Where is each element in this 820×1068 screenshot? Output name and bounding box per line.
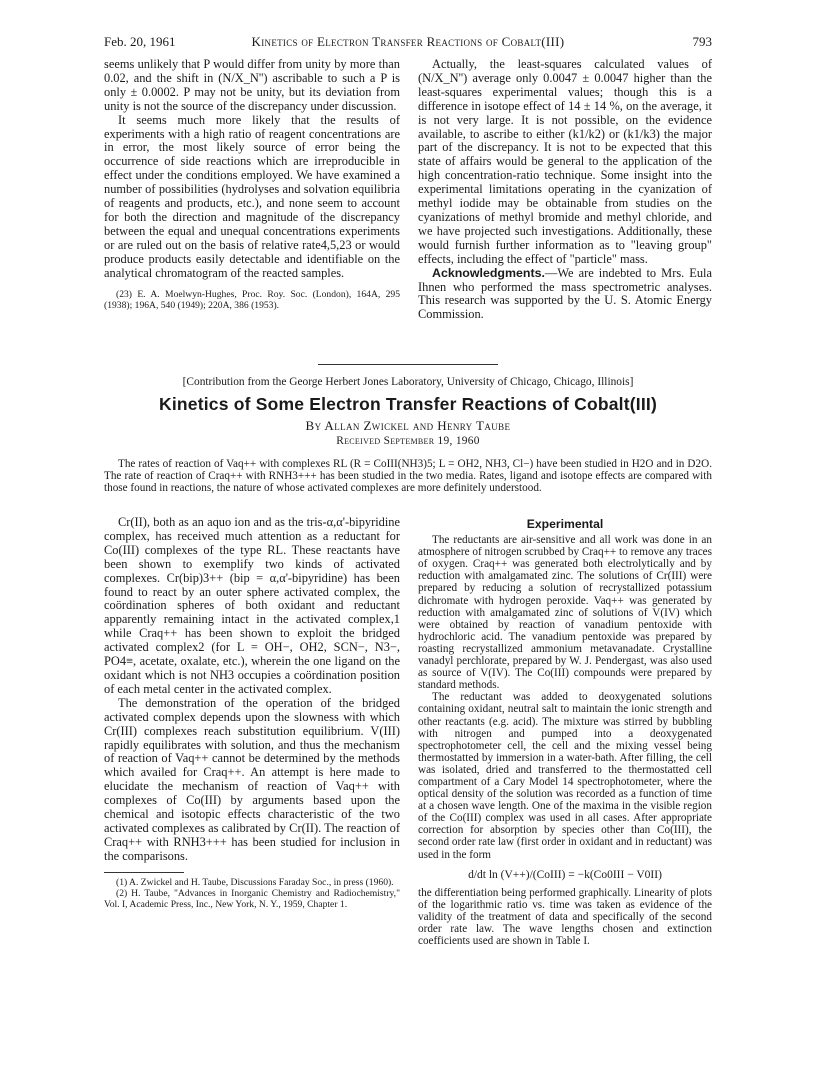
paragraph: seems unlikely that P would differ from unity by more than 0.02, and the shift in (N/X_N'') ascribable to such a P is only ± 0.0002. P may not be unity, but its deviation from unity is not the source of the discrepancy under discussion. <box>104 57 400 113</box>
header-running-title: Kinetics of Electron Transfer Reactions of Cobalt(III) <box>251 34 565 49</box>
contribution-line: [Contribution from the George Herbert Jones Laboratory, University of Chicago, Chicago, Illinois] <box>182 376 634 388</box>
running-header <box>104 34 712 50</box>
paragraph: Actually, the least-squares calculated values of (N/X_N'') average only 0.0047 ± 0.0047 higher than the least-squares experimental values; though this is a difference in isotope effect of 14 ± 14 %, on the average, it is not very large. It is not possible, on the evidence available, to ascribe to either (k1/k2) or (k1/k3) the major part of the discrepancy. It is not to be expected that this state of affairs would be general to the application of the high concentration-ratio technique. Some insight into the experimental limitations operating in the cyanization of methyl iodide may be obtainable from studies on the cyanizations of methyl bromide and methyl chloride, and we have projected such investigations. Additionally, these would furnish further information as to "leaving group" effects, including the effect of "particle" mass. <box>418 57 712 266</box>
paragraph: It seems much more likely that the results of experiments with a high ratio of reagent concentrations are in error, the most likely source of error being the occurrence of side reactions which are irreproducible in effect under the conditions employed. We have examined a number of possibilities (hydrolyses and solvation equilibria of reagents and products, etc.), and none seem to account for both the direction and magnitude of the discrepancy between the equal and unequal concentrations experiments or are ruled out on the basis of relative rate4,5,23 or would produce products easily detectable and identifiable on the analytical chromatogram of the reacted samples. <box>104 112 400 280</box>
ack-label: Acknowledgments. <box>432 265 545 280</box>
article-title: Kinetics of Some Electron Transfer Reactions of Cobalt(III) <box>159 394 657 414</box>
paragraph: The reductant was added to deoxygenated solutions containing oxidant, neutral salt to maintain the ionic strength and other reactants (e.g. acid). The mixture was stirred by bubbling with nitrogen and pumped into a deoxygenated spectrophotometer cell, the cell and the mixing vessel being thermostatted by immersion in a water-bath. After filling, the cell was isolated, dried and transferred to the thermostatted cell compartment of a Cary Model 14 spectrophotometer, where the optical density of the solution was recorded as a function of time at a chosen wave length. One of the maxima in the visible region of the Co(III) complex was used in all cases. After appropriate correction for absorption by species other than Co(III), the second order rate law (first order in oxidant and in reductant) was used in the form <box>418 691 712 861</box>
ack-text: —We are indebted to Mrs. Eula Ihnen who performed the mass spectrometric analyses. This research was supported by the U. S. Atomic Energy Commission. <box>418 265 712 322</box>
article-authors: By Allan Zwickel and Henry Taube <box>305 418 511 433</box>
footnote-rule <box>104 872 184 873</box>
prev-article-left-column <box>104 58 400 311</box>
acknowledgments <box>418 267 712 323</box>
rate-equation: d/dt ln (V++)/(CoIII) = −k(Co0III − V0II) <box>468 868 662 881</box>
paragraph: The demonstration of the operation of the bridged activated complex depends upon the slowness with which Cr(III) complexes reach substitution equilibrium. V(III) rapidly equilibrates with solution, and thus the mechanism of reaction of Vaq++ cannot be determined by the methods which availed for Craq++. An attempt is here made to elucidate the mechanism of reaction of Vaq++ with complexes of Co(III) by arguments based upon the chemical and isotopic effects characteristic of the two activated complexes as calibrated by Cr(II). The reaction of Craq++ with RNH3+++ has been studied for inclusion in the comparisons. <box>104 695 400 863</box>
footnote-1: (1) A. Zwickel and H. Taube, Discussions Faraday Soc., in press (1960). <box>116 876 394 888</box>
article-right-column <box>418 518 712 947</box>
paragraph: the differentiation being performed graphically. Linearity of plots of the logarithmic ratio vs. time was taken as evidence of the validity of the treatment of data and specifically of the second order rate law. The wave lengths chosen and extinction coefficients used are shown in Table I. <box>418 886 712 948</box>
article-left-column <box>104 516 400 910</box>
footnote-2: (2) H. Taube, "Advances in Inorganic Chemistry and Radiochemistry," Vol. I, Academic Press, Inc., New York, N. Y., 1959, Chapter 1. <box>104 887 400 910</box>
header-date: Feb. 20, 1961 <box>104 34 176 49</box>
header-page-number: 793 <box>692 34 712 49</box>
paragraph: Cr(II), both as an aquo ion and as the tris-α,α'-bipyridine complex, has received much attention as a reductant for Co(III) complexes of the type RL. These reactants have been shown to exemplify two kinds of activated complexes. Cr(bip)3++ (bip = α,α'-bipyridine) has been found to react by an outer sphere activated complex, the coördination spheres of both oxidant and reductant apparently remaining intact in the activated complex,1 while Craq++ has been shown to exploit the bridged activated complex2 (for L = OH−, OH2, SCN−, N3−, PO4≡, acetate, oxalate, etc.), wherein the one ligand on the oxidant which is not NH3 occupies a coördination position of each metal center in the activated complex. <box>104 515 400 696</box>
received-date: Received September 19, 1960 <box>336 435 480 447</box>
article-divider <box>318 364 498 365</box>
paragraph: The reductants are air-sensitive and all work was done in an atmosphere of nitrogen scrubbed by Craq++ to remove any traces of oxygen. Craq++ was generated both electrolytically and by reduction with amalgamated zinc. The solutions of Cr(III) were prepared by reducing a solution of recrystallized potassium dichromate with hydrogen peroxide. Vaq++ was generated by reduction with amalgamated zinc of solutions of V(IV) which were obtained by reaction of vanadium pentoxide with hydrochloric acid. The vanadium pentoxide was prepared by roasting recrystallized ammonium metavanadate. Crystalline vanadyl perchlorate, prepared by W. J. Pendergast, was also used as source of V(IV). The Co(III) compounds were prepared by standard methods. <box>418 534 712 692</box>
experimental-heading: Experimental <box>526 517 604 531</box>
footnote-23: (23) E. A. Moelwyn-Hughes, Proc. Roy. Soc. (London), 164A, 295 (1938); 196A, 540 (1949); 220A, 386 (1953). <box>104 288 400 311</box>
prev-article-right-column <box>418 58 712 322</box>
footnotes <box>104 877 400 910</box>
abstract: The rates of reaction of Vaq++ with complexes RL (R = CoIII(NH3)5; L = OH2, NH3, Cl−) have been studied in H2O and in D2O. The rate of reaction of Craq++ with RNH3+++ has been studied in the two media. Rates, ligand and isotope effects are compared with those found in reactions, the nature of whose activated complexes are more definitely understood. <box>104 458 712 495</box>
